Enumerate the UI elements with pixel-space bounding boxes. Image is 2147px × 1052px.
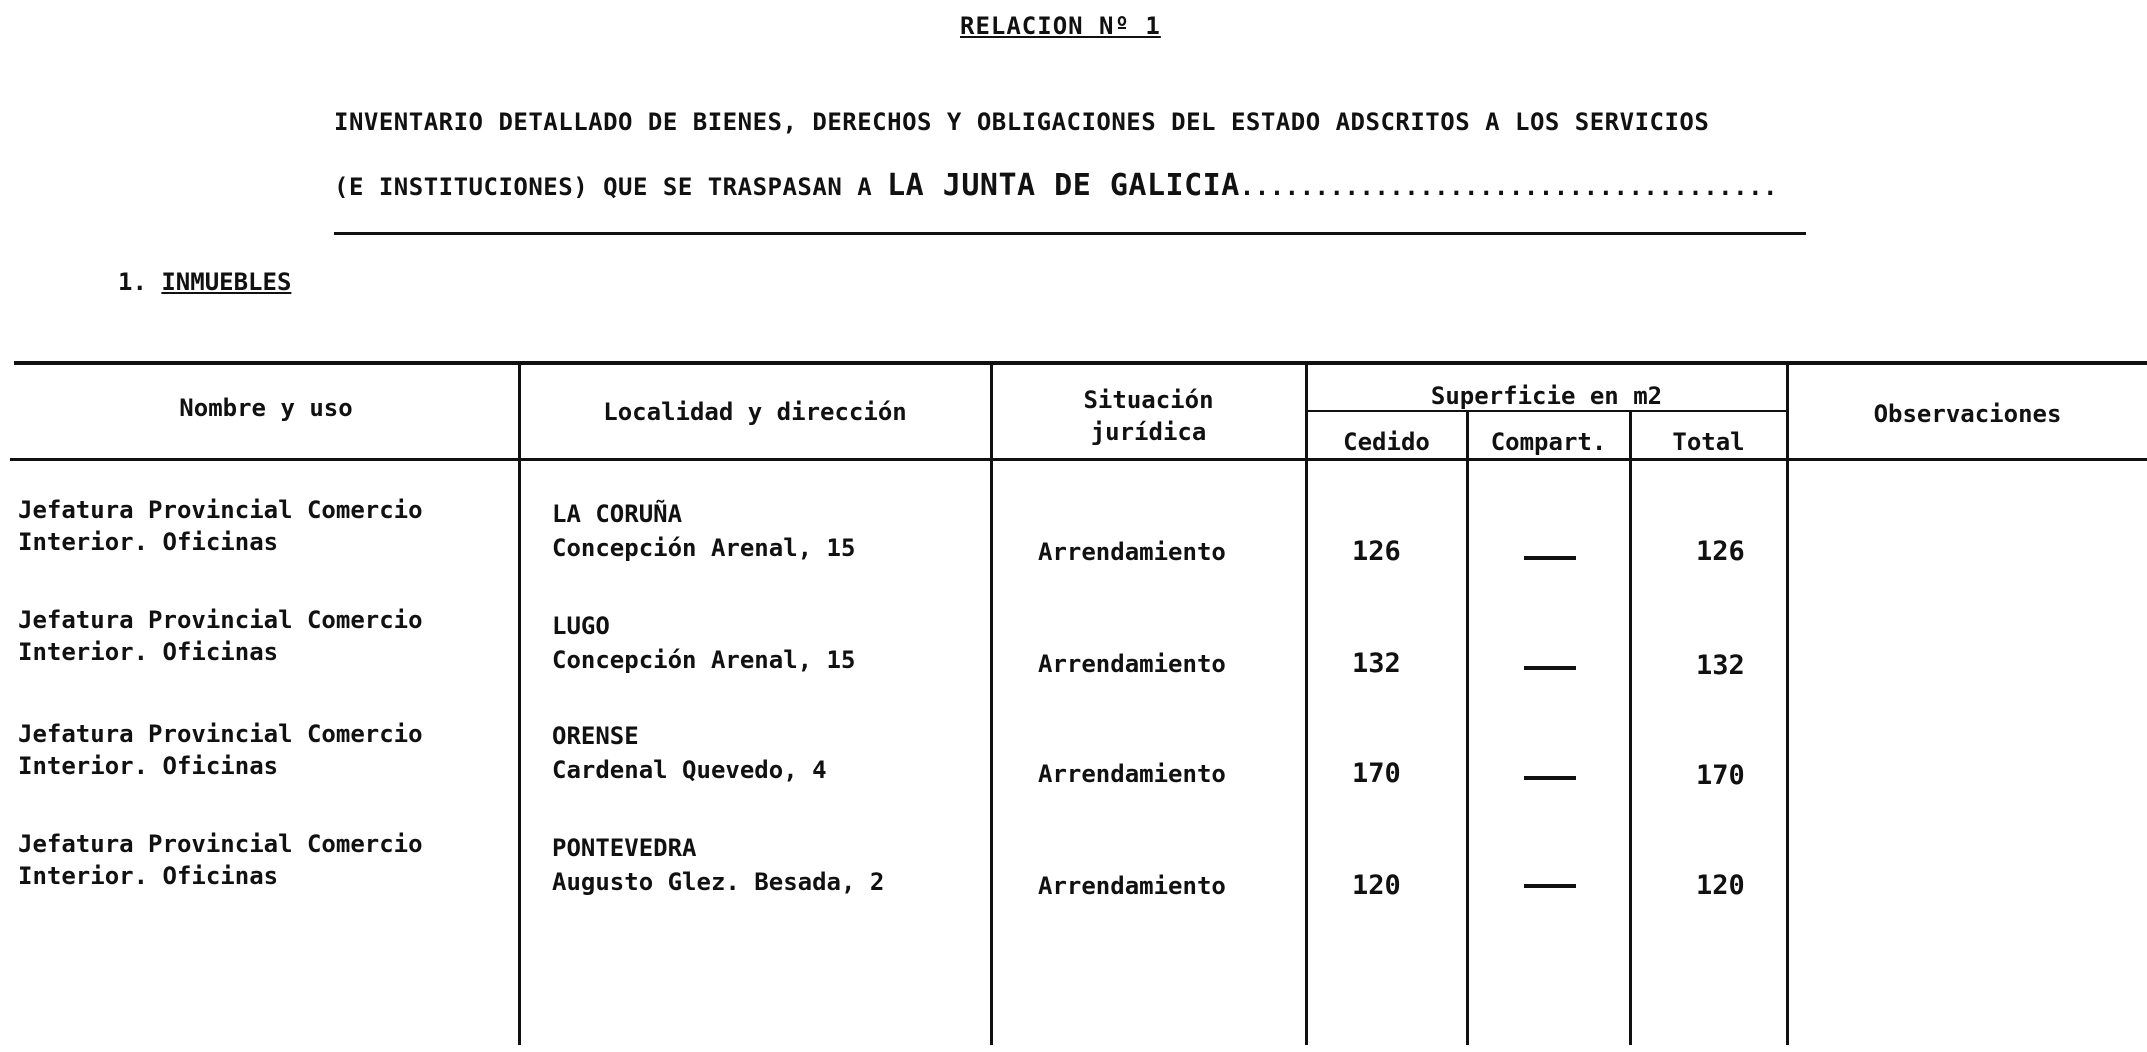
row-direccion: Concepción Arenal, 15 [552, 534, 856, 562]
row-nombre-1: Jefatura Provincial Comercio [18, 830, 423, 858]
row-localidad: ORENSE [552, 722, 639, 750]
row-compart-dash [1524, 556, 1576, 560]
row-direccion: Augusto Glez. Besada, 2 [552, 868, 885, 896]
row-compart-dash [1524, 884, 1576, 888]
column-divider-1 [518, 363, 521, 1045]
row-nombre-2: Interior. Oficinas [18, 638, 279, 666]
header-total: Total [1672, 428, 1745, 456]
row-situacion: Arrendamiento [1038, 760, 1226, 788]
row-compart-dash [1524, 776, 1576, 780]
section-heading [118, 268, 291, 296]
row-situacion: Arrendamiento [1038, 538, 1226, 566]
intro-line-1: INVENTARIO DETALLADO DE BIENES, DERECHOS Y OBLIGACIONES DEL ESTADO ADSCRITOS A LOS SERVICIOS [334, 108, 1710, 136]
intro-line-2-dots: .................................... [1239, 173, 1778, 201]
row-nombre-1: Jefatura Provincial Comercio [18, 496, 423, 524]
row-total: 126 [1696, 536, 1745, 567]
row-cedido: 126 [1352, 536, 1401, 567]
row-total: 170 [1696, 760, 1745, 791]
column-divider-3 [1305, 363, 1308, 1045]
row-nombre-2: Interior. Oficinas [18, 528, 279, 556]
header-situacion-1: Situación [1083, 386, 1214, 414]
row-cedido: 170 [1352, 758, 1401, 789]
intro-rule [334, 232, 1806, 235]
header-superficie: Superficie en m2 [1430, 382, 1663, 410]
column-divider-6 [1786, 363, 1789, 1045]
row-nombre-2: Interior. Oficinas [18, 752, 279, 780]
superficie-divider-rule [1306, 410, 1786, 412]
section-number: 1. [118, 268, 147, 296]
recipient-handwritten: LA JUNTA DE GALICIA [887, 168, 1240, 203]
header-bottom-rule [10, 458, 2147, 461]
header-nombre: Nombre y uso [179, 394, 353, 422]
table-top-rule [14, 361, 2147, 365]
row-cedido: 120 [1352, 870, 1401, 901]
row-direccion: Cardenal Quevedo, 4 [552, 756, 827, 784]
column-divider-5 [1629, 411, 1632, 1045]
row-direccion: Concepción Arenal, 15 [552, 646, 856, 674]
row-situacion: Arrendamiento [1038, 650, 1226, 678]
row-compart-dash [1524, 666, 1576, 670]
header-observaciones: Observaciones [1873, 400, 2062, 428]
row-cedido: 132 [1352, 648, 1401, 679]
row-localidad: LUGO [552, 612, 610, 640]
row-nombre-1: Jefatura Provincial Comercio [18, 720, 423, 748]
row-nombre-1: Jefatura Provincial Comercio [18, 606, 423, 634]
section-name: INMUEBLES [161, 268, 292, 296]
header-localidad: Localidad y dirección [603, 398, 907, 426]
intro-line-2 [334, 168, 1778, 203]
row-total: 120 [1696, 870, 1745, 901]
header-compart: Compart. [1490, 428, 1607, 456]
header-cedido: Cedido [1343, 428, 1430, 456]
intro-line-2-prefix: (E INSTITUCIONES) QUE SE TRASPASAN A [334, 173, 888, 201]
header-situacion-2: jurídica [1090, 418, 1207, 446]
row-situacion: Arrendamiento [1038, 872, 1226, 900]
row-total: 132 [1696, 650, 1745, 681]
document-title: RELACION Nº 1 [960, 12, 1161, 40]
column-divider-4 [1466, 411, 1469, 1045]
row-localidad: LA CORUÑA [552, 500, 683, 528]
row-nombre-2: Interior. Oficinas [18, 862, 279, 890]
column-divider-2 [990, 363, 993, 1045]
row-localidad: PONTEVEDRA [552, 834, 697, 862]
